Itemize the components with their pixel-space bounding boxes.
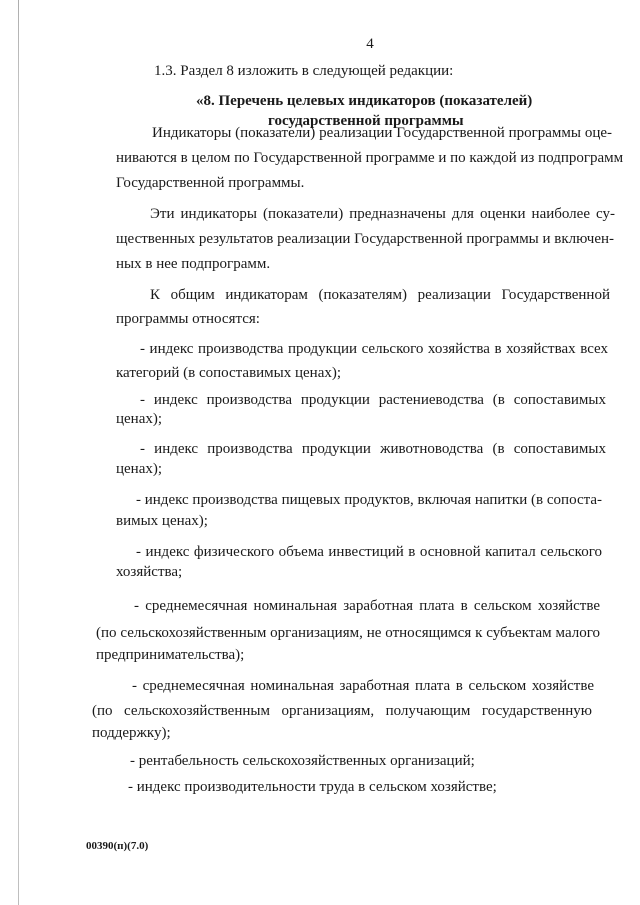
section-heading-line-1: «8. Перечень целевых индикаторов (показателей) bbox=[196, 93, 533, 109]
list-item-line: (по сельскохозяйственным организациям, получающим государственную bbox=[92, 703, 592, 719]
paragraph-2-line: щественных результатов реализации Государственной программы и включен- bbox=[116, 231, 615, 247]
list-item-line: предпринимательства); bbox=[96, 647, 245, 663]
document-code: 00390(п)(7.0) bbox=[86, 840, 149, 852]
list-item-line: - среднемесячная номинальная заработная плата в сельском хозяйстве bbox=[132, 678, 594, 694]
list-item-line: хозяйства; bbox=[116, 564, 183, 580]
page-number: 4 bbox=[366, 36, 374, 52]
list-item-line: - рентабельность сельскохозяйственных организаций; bbox=[130, 753, 475, 769]
scan-edge-line bbox=[18, 0, 19, 905]
paragraph-3-line: программы относятся: bbox=[116, 311, 260, 327]
section-heading-line-2: государственной программы bbox=[268, 113, 464, 129]
list-item-line: - индекс производства продукции растениеводства (в сопоставимых bbox=[140, 392, 606, 408]
list-item-line: - среднемесячная номинальная заработная плата в сельском хозяйстве bbox=[134, 598, 600, 614]
list-item-line: вимых ценах); bbox=[116, 513, 208, 529]
paragraph-3-line: К общим индикаторам (показателям) реализации Государственной bbox=[150, 287, 610, 303]
list-item-line: поддержку); bbox=[92, 725, 171, 741]
list-item-line: категорий (в сопоставимых ценах); bbox=[116, 365, 342, 381]
list-item-line: ценах); bbox=[116, 411, 163, 427]
list-item-line: - индекс производительности труда в сельском хозяйстве; bbox=[128, 779, 497, 795]
list-item-line: - индекс производства продукции животноводства (в сопоставимых bbox=[140, 441, 606, 457]
intro-line: 1.3. Раздел 8 изложить в следующей редакции: bbox=[154, 63, 454, 79]
list-item-line: ценах); bbox=[116, 461, 163, 477]
paragraph-1-line: Индикаторы (показатели) реализации Государственной программы оце- bbox=[152, 125, 612, 141]
paragraph-1-line: ниваются в целом по Государственной программе и по каждой из подпрограмм bbox=[116, 150, 624, 166]
paragraph-2-line: ных в нее подпрограмм. bbox=[116, 256, 271, 272]
list-item-line: (по сельскохозяйственным организациям, не относящимся к субъектам малого bbox=[96, 625, 600, 641]
paragraph-2-line: Эти индикаторы (показатели) предназначены для оценки наиболее су- bbox=[150, 206, 615, 222]
list-item-line: - индекс производства пищевых продуктов, включая напитки (в сопоста- bbox=[136, 492, 602, 508]
list-item-line: - индекс производства продукции сельского хозяйства в хозяйствах всех bbox=[140, 341, 608, 357]
paragraph-1-line: Государственной программы. bbox=[116, 175, 305, 191]
list-item-line: - индекс физического объема инвестиций в основной капитал сельского bbox=[136, 544, 602, 560]
